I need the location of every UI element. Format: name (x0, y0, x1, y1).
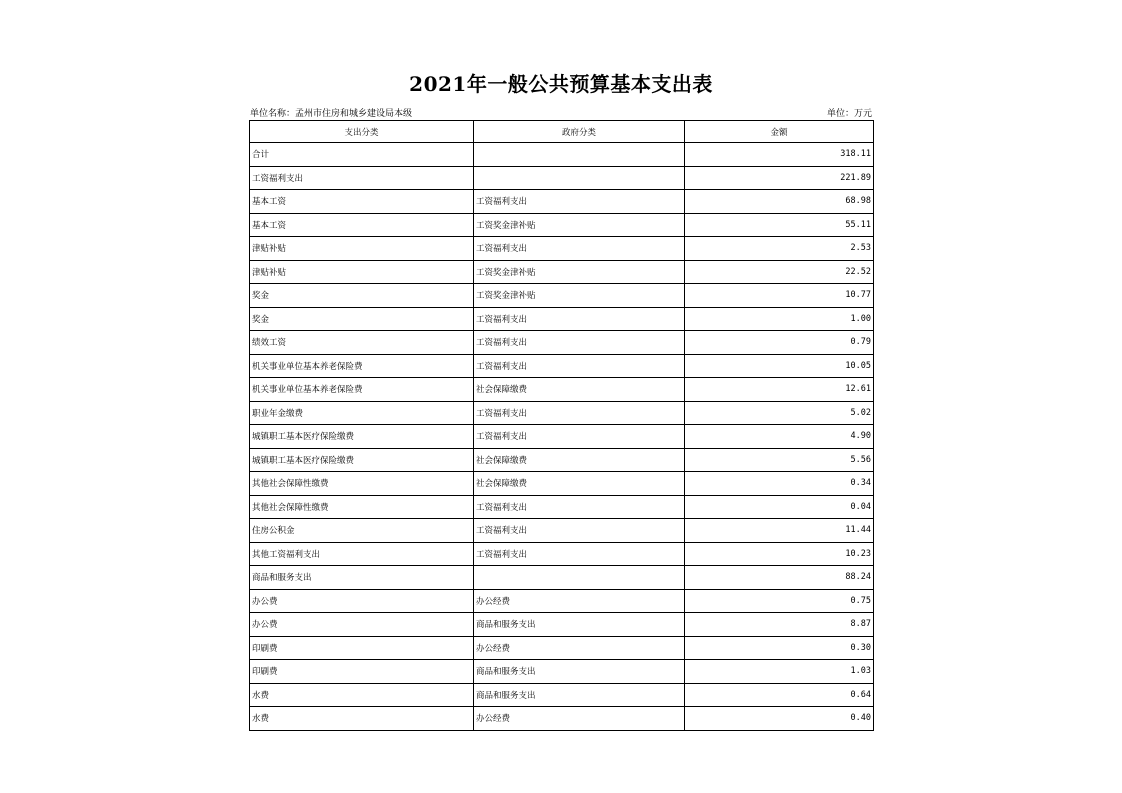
table-row (250, 401, 874, 425)
cell-gov-category: 工资福利支出 (474, 331, 685, 355)
table-row (250, 448, 874, 472)
cell-gov-category: 社会保障缴费 (474, 472, 685, 496)
cell-amount: 11.44 (685, 519, 874, 543)
cell-gov-category: 工资奖金津补贴 (474, 213, 685, 237)
cell-category: 绩效工资 (250, 331, 474, 355)
cell-gov-category: 工资福利支出 (474, 354, 685, 378)
column-header-amount: 金额 (685, 121, 874, 143)
table-row (250, 519, 874, 543)
cell-gov-category: 工资福利支出 (474, 542, 685, 566)
cell-amount: 1.00 (685, 307, 874, 331)
cell-gov-category: 社会保障缴费 (474, 448, 685, 472)
table-row (250, 472, 874, 496)
cell-category: 奖金 (250, 307, 474, 331)
cell-amount: 0.04 (685, 495, 874, 519)
cell-gov-category (474, 566, 685, 590)
cell-category: 奖金 (250, 284, 474, 308)
cell-category: 城镇职工基本医疗保险缴费 (250, 425, 474, 449)
table-row (250, 636, 874, 660)
cell-amount: 10.23 (685, 542, 874, 566)
table-row (250, 378, 874, 402)
cell-category: 工资福利支出 (250, 166, 474, 190)
unit-name-label: 单位名称：孟州市住房和城乡建设局本级 (250, 109, 413, 119)
table-row (250, 589, 874, 613)
table-row (250, 542, 874, 566)
cell-amount: 10.05 (685, 354, 874, 378)
cell-amount: 2.53 (685, 237, 874, 261)
cell-amount: 4.90 (685, 425, 874, 449)
cell-category: 机关事业单位基本养老保险费 (250, 378, 474, 402)
table-row (250, 566, 874, 590)
cell-gov-category: 工资福利支出 (474, 401, 685, 425)
cell-category: 津贴补贴 (250, 237, 474, 261)
cell-category: 基本工资 (250, 213, 474, 237)
table-body (250, 143, 874, 731)
unit-label: 单位：万元 (826, 109, 872, 119)
cell-amount: 318.11 (685, 143, 874, 167)
cell-amount: 0.40 (685, 707, 874, 731)
cell-amount: 0.30 (685, 636, 874, 660)
cell-category: 商品和服务支出 (250, 566, 474, 590)
table-row (250, 683, 874, 707)
table-row (250, 331, 874, 355)
cell-category: 基本工资 (250, 190, 474, 214)
cell-category: 办公费 (250, 613, 474, 637)
budget-table (249, 120, 874, 731)
cell-category: 水费 (250, 683, 474, 707)
cell-amount: 55.11 (685, 213, 874, 237)
cell-gov-category: 办公经费 (474, 636, 685, 660)
cell-amount: 0.34 (685, 472, 874, 496)
cell-gov-category: 商品和服务支出 (474, 660, 685, 684)
cell-gov-category: 社会保障缴费 (474, 378, 685, 402)
cell-gov-category: 工资福利支出 (474, 519, 685, 543)
table-row (250, 237, 874, 261)
cell-amount: 10.77 (685, 284, 874, 308)
cell-category: 其他社会保障性缴费 (250, 495, 474, 519)
column-header-gov-category: 政府分类 (474, 121, 685, 143)
cell-gov-category: 工资奖金津补贴 (474, 260, 685, 284)
cell-gov-category (474, 166, 685, 190)
page-title: 2021年一般公共预算基本支出表 (409, 72, 713, 96)
cell-category: 住房公积金 (250, 519, 474, 543)
table-row (250, 307, 874, 331)
cell-gov-category: 工资福利支出 (474, 425, 685, 449)
table-header-row (250, 121, 874, 143)
cell-amount: 5.02 (685, 401, 874, 425)
cell-amount: 0.64 (685, 683, 874, 707)
cell-amount: 221.89 (685, 166, 874, 190)
cell-amount: 5.56 (685, 448, 874, 472)
cell-gov-category (474, 143, 685, 167)
cell-category: 城镇职工基本医疗保险缴费 (250, 448, 474, 472)
cell-category: 其他工资福利支出 (250, 542, 474, 566)
cell-category: 办公费 (250, 589, 474, 613)
cell-category: 印刷费 (250, 660, 474, 684)
table-row (250, 213, 874, 237)
cell-amount: 8.87 (685, 613, 874, 637)
cell-category: 机关事业单位基本养老保险费 (250, 354, 474, 378)
cell-category: 职业年金缴费 (250, 401, 474, 425)
table-row (250, 613, 874, 637)
table-row (250, 354, 874, 378)
cell-category: 其他社会保障性缴费 (250, 472, 474, 496)
table-row (250, 660, 874, 684)
table-row (250, 166, 874, 190)
cell-gov-category: 商品和服务支出 (474, 613, 685, 637)
table-row (250, 495, 874, 519)
cell-amount: 12.61 (685, 378, 874, 402)
table-row (250, 260, 874, 284)
table-row (250, 284, 874, 308)
cell-amount: 68.98 (685, 190, 874, 214)
column-header-category: 支出分类 (250, 121, 474, 143)
cell-gov-category: 工资福利支出 (474, 190, 685, 214)
cell-gov-category: 工资奖金津补贴 (474, 284, 685, 308)
cell-gov-category: 工资福利支出 (474, 495, 685, 519)
cell-gov-category: 商品和服务支出 (474, 683, 685, 707)
cell-gov-category: 工资福利支出 (474, 307, 685, 331)
cell-category: 印刷费 (250, 636, 474, 660)
table-row (250, 707, 874, 731)
cell-amount: 22.52 (685, 260, 874, 284)
cell-gov-category: 办公经费 (474, 589, 685, 613)
cell-category: 水费 (250, 707, 474, 731)
table-row (250, 425, 874, 449)
cell-amount: 0.75 (685, 589, 874, 613)
cell-amount: 88.24 (685, 566, 874, 590)
cell-category: 合计 (250, 143, 474, 167)
table-row (250, 190, 874, 214)
cell-gov-category: 办公经费 (474, 707, 685, 731)
cell-amount: 1.03 (685, 660, 874, 684)
cell-amount: 0.79 (685, 331, 874, 355)
cell-gov-category: 工资福利支出 (474, 237, 685, 261)
cell-category: 津贴补贴 (250, 260, 474, 284)
table-row (250, 143, 874, 167)
